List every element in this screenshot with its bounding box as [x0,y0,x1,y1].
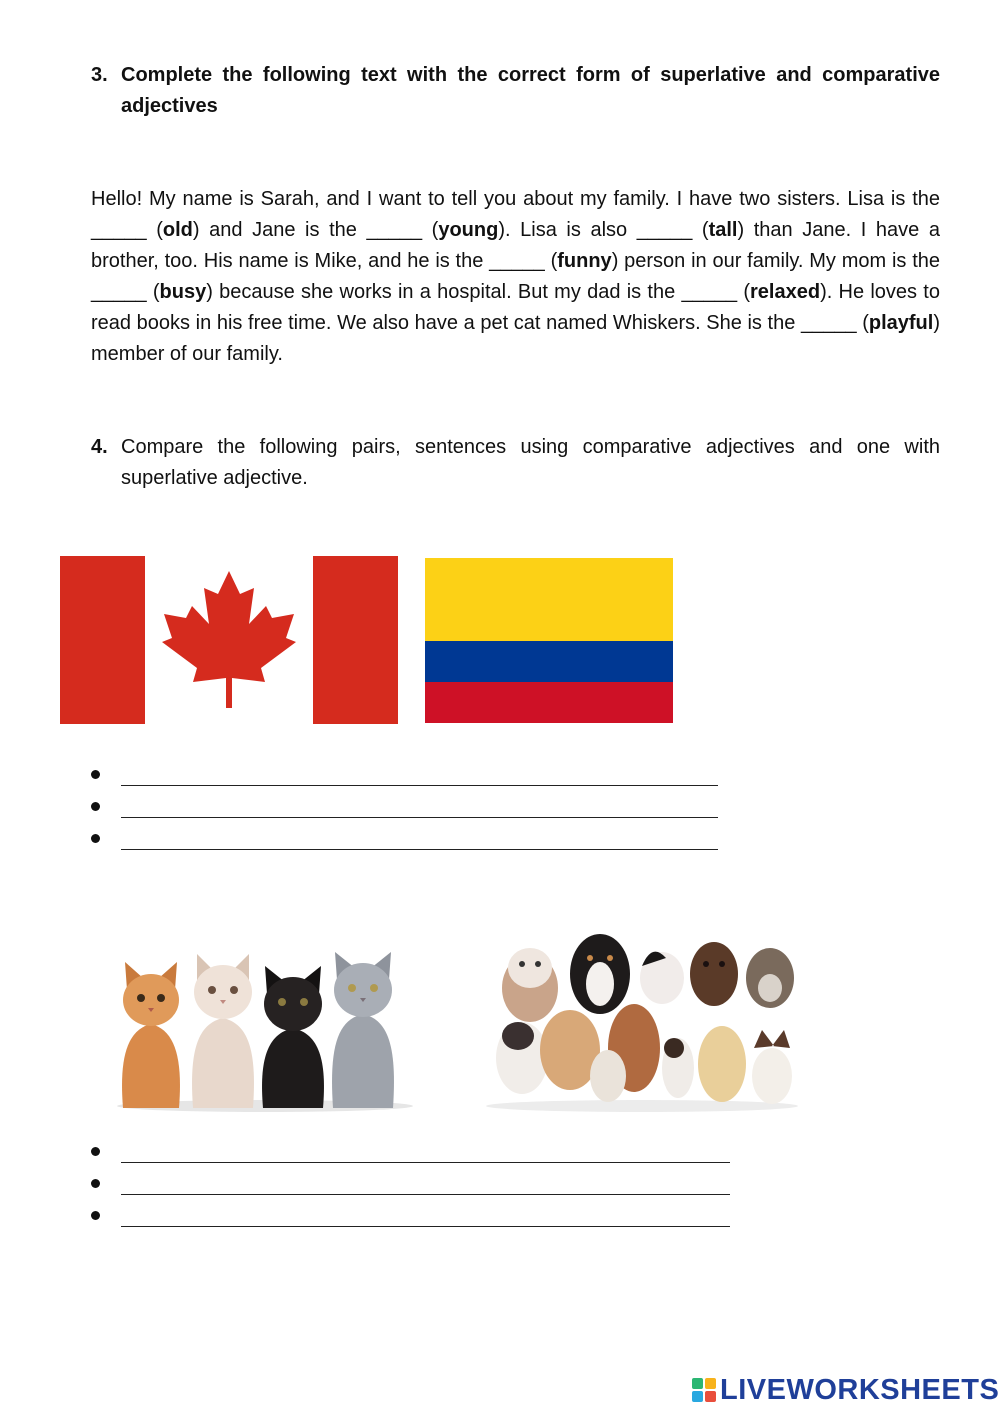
canada-flag-image [60,556,398,724]
paragraph-segment: ). Lisa is also _____ ( [498,219,709,241]
terrier-icon [590,1050,626,1102]
black-kitten-icon [262,966,324,1108]
colombia-flag-image [425,558,673,723]
question-4-number: 4. [91,436,108,458]
fill-in-paragraph [91,184,940,370]
bullet-icon [91,1147,100,1156]
answer-blank[interactable] [121,1226,730,1227]
question-3 [91,60,940,122]
paragraph-segment: ) than Jane. I have a brother, too. His name is Mike, and he is the _____ ( [91,219,940,272]
adjective-relaxed: relaxed [750,281,821,303]
bullet-icon [91,1179,100,1188]
paragraph-segment: ). He loves to read books in his free time. We also have a pet cat named Whiskers. She is the _____ ( [91,281,940,334]
question-4-text: Compare the following pairs, sentences using comparative adjectives and one with superlative adjective. [121,436,940,489]
border-collie-icon [640,952,684,1004]
liveworksheets-logo-text: LIVEWORKSHEETS [720,1373,1000,1406]
labrador-icon [690,942,738,1006]
liveworksheets-logo[interactable] [692,1374,999,1406]
cats-image [115,948,415,1113]
bullet-icon [91,834,100,843]
bernese-dog-icon [570,934,630,1014]
french-bulldog-icon [496,1022,548,1094]
paragraph-segment: ) and Jane is the _____ ( [192,219,439,241]
question-4 [91,432,940,494]
golden-puppy-icon [698,1026,746,1102]
answer-blank[interactable] [121,1162,730,1163]
bullet-icon [91,770,100,779]
adjective-young: young [438,219,499,241]
bullet-icon [91,1211,100,1220]
springer-icon [662,1038,694,1098]
bullet-icon [91,802,100,811]
husky-icon [746,948,794,1008]
question-3-number: 3. [91,64,108,86]
adjective-busy: busy [159,281,207,303]
cream-kitten-icon [192,954,254,1108]
paragraph-segment: ) person in our family. My mom is the _____ ( [91,250,941,303]
adjective-old: old [162,219,193,241]
grey-kitten-icon [332,952,394,1108]
paragraph-segment: ) because she works in a hospital. But my dad is the _____ ( [206,281,751,303]
paragraph-segment: Hello! My name is Sarah, and I want to tell you about my family. I have two sisters. Lisa is the _____ ( [91,188,940,241]
answer-blank[interactable] [121,817,718,818]
question-3-text: Complete the following text with the correct form of superlative and comparative adjectives [121,64,940,117]
liveworksheets-logo-icon [692,1378,716,1402]
papillon-icon [752,1030,792,1104]
orange-kitten-icon [122,962,180,1108]
answer-blank[interactable] [121,1194,730,1195]
adjective-funny: funny [557,250,612,272]
answer-blank[interactable] [121,849,718,850]
dogs-image [482,918,802,1113]
australian-shepherd-icon [502,948,558,1022]
adjective-playful: playful [868,312,934,334]
adjective-tall: tall [708,219,738,241]
answer-blank[interactable] [121,785,718,786]
paragraph-segment: ) member of our family. [91,312,940,365]
